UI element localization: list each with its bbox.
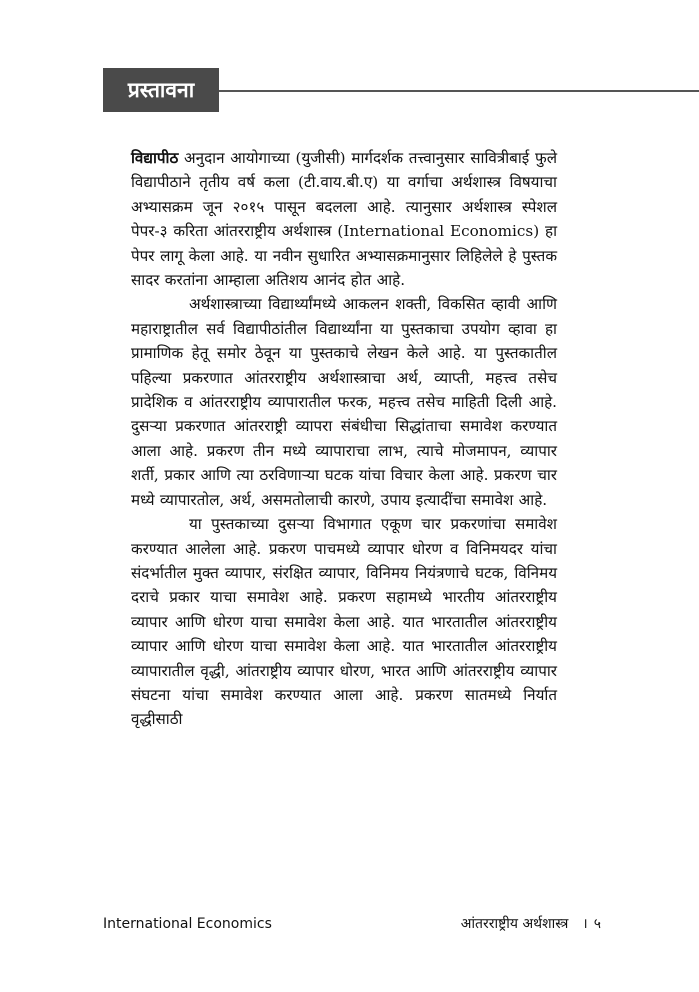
section-title-text: प्रस्तावना bbox=[127, 78, 195, 102]
section-title bbox=[103, 68, 219, 112]
paragraph-1-text: अनुदान आयोगाच्या (युजीसी) मार्गदर्शक तत्त्वानुसार सावित्रीबाई फुले विद्यापीठाने तृतीय वर्ष कला (टी.वाय.बी.ए) या वर्गाचा अर्थशास्त्र विषयाचा अभ्यासक्रम जून २०१५ पासून बदलला आहे. त्यानुसार अर्थशास्त्र स्पेशल पेपर-३ करिता आंतरराष्ट्रीय अर्थशास्त्र (International Economics) हा पेपर लागू केला आहे. या नवीन सुधारित अभ्यासक्रमानुसार लिहिलेले हे पुस्तक सादर करतांना आम्हाला अतिशय आनंद होत आहे. bbox=[131, 149, 558, 290]
footer-marathi-title: आंतरराष्ट्रीय अर्थशास्त्र bbox=[460, 916, 569, 932]
lead-word: विद्यापीठ bbox=[131, 149, 179, 167]
body-text bbox=[131, 146, 557, 732]
paragraph-3: या पुस्तकाच्या दुसऱ्या विभागात एकूण चार प्रकरणांचा समावेश करण्यात आलेला आहे. प्रकरण पाचमध्ये व्यापार धोरण व विनिमयदर यांचा संदर्भातील मुक्त व्यापार, संरक्षित व्यापार, विनिमय नियंत्रणाचे घटक, विनिमय दराचे प्रकार याचा समावेश आहे. प्रकरण सहामध्ये भारतीय आंतरराष्ट्रीय व्यापार आणि धोरण याचा समावेश केला आहे. यात भारतातील आंतरराष्ट्रीय व्यापार आणि धोरण याचा समावेश केला आहे. यात भारतातील आंतरराष्ट्रीय व्यापारातील वृद्धी, आंतराष्ट्रीय व्यापार धोरण, भारत आणि आंतरराष्ट्रीय व्यापार संघटना यांचा समावेश करण्यात आला आहे. प्रकरण सातमध्ये निर्यात वृद्धीसाठी bbox=[131, 515, 557, 729]
footer-book-title: International Economics bbox=[103, 916, 272, 932]
footer-right bbox=[461, 914, 601, 933]
footer-separator: । bbox=[582, 916, 588, 932]
paragraph-2: अर्थशास्त्राच्या विद्यार्थ्यांमध्ये आकलन शक्ती, विकसित व्हावी आणि महाराष्ट्रातील सर्व विद्यापीठांतील विद्यार्थ्यांना या पुस्तकाचा उपयोग व्हावा हा प्रामाणिक हेतू समोर ठेवून या पुस्तकाचे लेखन केले आहे. या पुस्तकातील पहिल्या प्रकरणात आंतरराष्ट्रीय अर्थशास्त्राचा अर्थ, व्याप्ती, महत्त्व तसेच प्रादेशिक व आंतरराष्ट्रीय व्यापारातील फरक, महत्त्व तसेच माहिती दिली आहे. दुसऱ्या प्रकरणात आंतरराष्ट्री व्यापरा संबंधीचा सिद्धांताचा समावेश करण्यात आला आहे. प्रकरण तीन मध्ये व्यापाराचा लाभ, त्याचे मोजमापन, व्यापार शर्ती, प्रकार आणि त्या ठरविणाऱ्या घटक यांचा विचार केला आहे. प्रकरण चार मध्ये व्यापारतोल, अर्थ, असमतोलाची कारणे, उपाय इत्यादींचा समावेश आहे. bbox=[131, 295, 557, 509]
paragraph-1 bbox=[131, 146, 557, 292]
page-number: ५ bbox=[593, 916, 601, 932]
header-rule bbox=[219, 90, 699, 92]
